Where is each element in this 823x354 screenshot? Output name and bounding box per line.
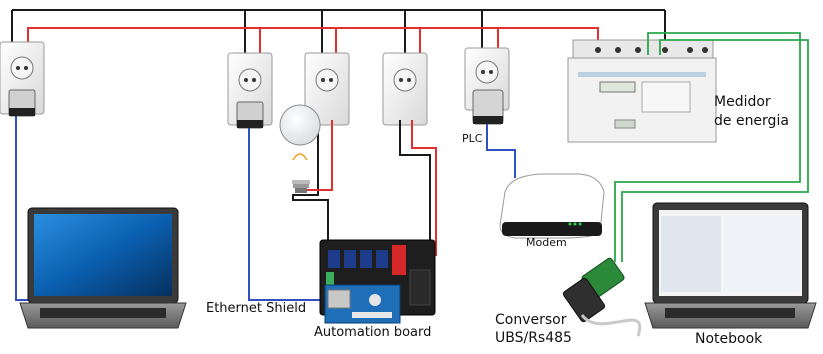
automation-board-label: Automation board (314, 325, 432, 340)
red-phase-wire (28, 28, 598, 55)
notebook (645, 203, 816, 328)
notebook-label: Notebook (695, 331, 763, 347)
meter-label-line1: Medidor (714, 94, 771, 110)
meter-label-line2: de energia (714, 113, 789, 129)
wall-outlet (228, 53, 272, 128)
laptop (20, 208, 186, 328)
energy-meter (568, 40, 716, 142)
usb-rs485-converter (562, 257, 640, 336)
black-line-wire (12, 10, 665, 55)
modem-label: Modem (526, 236, 567, 249)
wall-outlet (0, 42, 44, 116)
plc-label: PLC (462, 132, 483, 145)
converter-label-line2: UBS/Rs485 (495, 330, 572, 346)
ethernet-cable-modem (487, 124, 515, 178)
modem (500, 174, 604, 238)
ethernet-shield-label: Ethernet Shield (206, 301, 307, 316)
converter-label-line1: Conversor (495, 312, 567, 328)
light-bulb-icon (280, 105, 320, 193)
board-wires (400, 120, 436, 255)
plc-outlet (465, 48, 509, 124)
wall-outlet (383, 53, 427, 125)
ethernet-shield (325, 285, 400, 323)
